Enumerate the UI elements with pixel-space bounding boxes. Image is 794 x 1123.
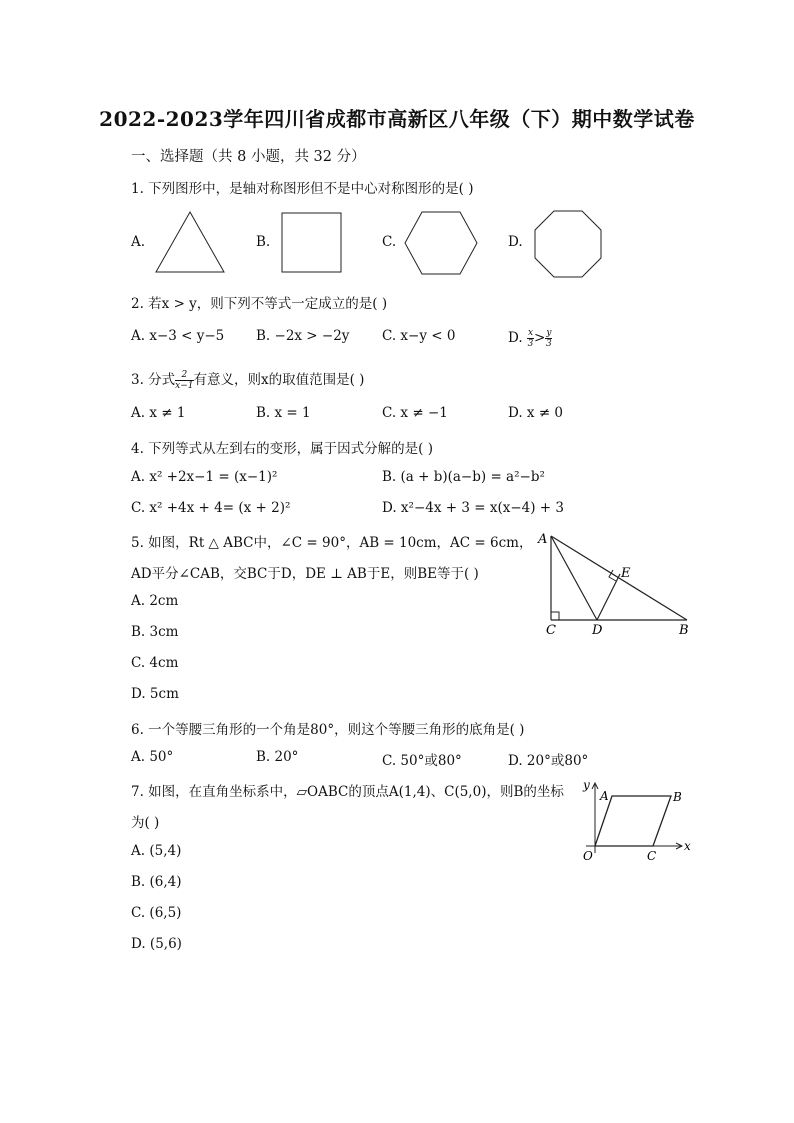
q1-triangle-figure — [154, 210, 226, 274]
q1-octagon-figure — [533, 209, 603, 279]
q7-option-c: C. (6,5) — [131, 905, 182, 921]
q7-option-d: D. (5,6) — [131, 936, 182, 952]
label-x: x — [684, 839, 691, 853]
question-6-stem: 6. 一个等腰三角形的一个角是80°，则这个等腰三角形的底角是( ) — [131, 722, 525, 738]
q7-option-b: B. (6,4) — [131, 874, 182, 890]
q5-option-d: D. 5cm — [131, 686, 179, 702]
label-a: A — [538, 532, 548, 547]
q4-option-c: C. x² +4x + 4= (x + 2)² — [131, 500, 291, 516]
page-title: 2022-2023学年四川省成都市高新区八年级（下）期中数学试卷 — [99, 107, 695, 131]
question-5-stem-line1: 5. 如图，Rt △ ABC中，∠C = 90°，AB = 10cm，AC = 6cm， — [131, 535, 533, 551]
label-a: A — [600, 789, 609, 803]
label-b: B — [673, 790, 682, 804]
question-4-stem: 4. 下列等式从左到右的变形，属于因式分解的是( ) — [131, 441, 433, 457]
section-heading: 一、选择题（共 8 小题，共 32 分） — [131, 149, 366, 165]
q1-hexagon-figure — [403, 210, 479, 276]
q7-coordinate-figure — [578, 776, 693, 866]
question-5-stem-line2: AD平分∠CAB，交BC于D，DE ⊥ AB于E，则BE等于( ) — [131, 566, 479, 582]
q3-fraction: $\frac{2}{x-1}$ — [175, 370, 194, 391]
q5-triangle-figure — [530, 528, 700, 640]
q2-option-b: B. −2x > −2y — [256, 328, 350, 344]
q2-option-a: A. x−3 < y−5 — [131, 328, 225, 344]
q1-square-figure — [280, 211, 344, 275]
q6-option-a: A. 50° — [131, 749, 174, 765]
q6-option-d: D. 20°或80° — [508, 753, 589, 769]
q5-option-c: C. 4cm — [131, 655, 179, 671]
q3-stem-before: 3. 分式 — [131, 372, 176, 388]
label-e: E — [621, 566, 631, 581]
q3-option-b: B. x = 1 — [256, 405, 311, 421]
q1-option-d: D. — [508, 234, 523, 250]
q2-d-operator: > — [534, 330, 546, 346]
question-7-stem-line1: 7. 如图，在直角坐标系中，▱OABC的顶点A(1,4)、C(5,0)，则B的坐标 — [131, 784, 564, 800]
label-c: C — [647, 849, 657, 863]
question-2-stem: 2. 若x > y，则下列不等式一定成立的是( ) — [131, 296, 388, 312]
q2-option-d-letter: D. — [508, 330, 523, 346]
q1-option-a: A. — [131, 234, 146, 250]
q3-option-a: A. x ≠ 1 — [131, 405, 186, 421]
q3-option-c: C. x ≠ −1 — [382, 405, 448, 421]
q4-option-a: A. x² +2x−1 = (x−1)² — [131, 469, 278, 485]
q6-option-c: C. 50°或80° — [382, 753, 462, 769]
q1-option-b: B. — [256, 234, 271, 250]
q3-stem-after: 有意义，则x的取值范围是( ) — [193, 372, 365, 388]
label-o: O — [583, 849, 593, 863]
q3-option-d: D. x ≠ 0 — [508, 405, 564, 421]
q2-option-c: C. x−y < 0 — [382, 328, 456, 344]
label-y: y — [583, 778, 590, 792]
label-d: D — [592, 623, 603, 638]
q2-d-right-fraction: $\frac{y}{3}$ — [546, 328, 552, 349]
q6-option-b: B. 20° — [256, 749, 299, 765]
label-c: C — [546, 623, 556, 638]
label-b: B — [679, 623, 689, 638]
question-7-stem-line2: 为( ) — [131, 815, 160, 831]
q7-option-a: A. (5,4) — [131, 843, 182, 859]
q4-option-d: D. x²−4x + 3 = x(x−4) + 3 — [382, 500, 564, 516]
q4-option-b: B. (a + b)(a−b) = a²−b² — [382, 469, 545, 485]
q5-option-a: A. 2cm — [131, 593, 179, 609]
q2-option-d — [508, 328, 552, 349]
q2-d-left-fraction: $\frac{x}{3}$ — [527, 328, 534, 349]
q1-option-c: C. — [382, 234, 397, 250]
question-1-stem: 1. 下列图形中，是轴对称图形但不是中心对称图形的是( ) — [131, 181, 474, 197]
q5-option-b: B. 3cm — [131, 624, 179, 640]
question-3-stem — [131, 368, 364, 391]
